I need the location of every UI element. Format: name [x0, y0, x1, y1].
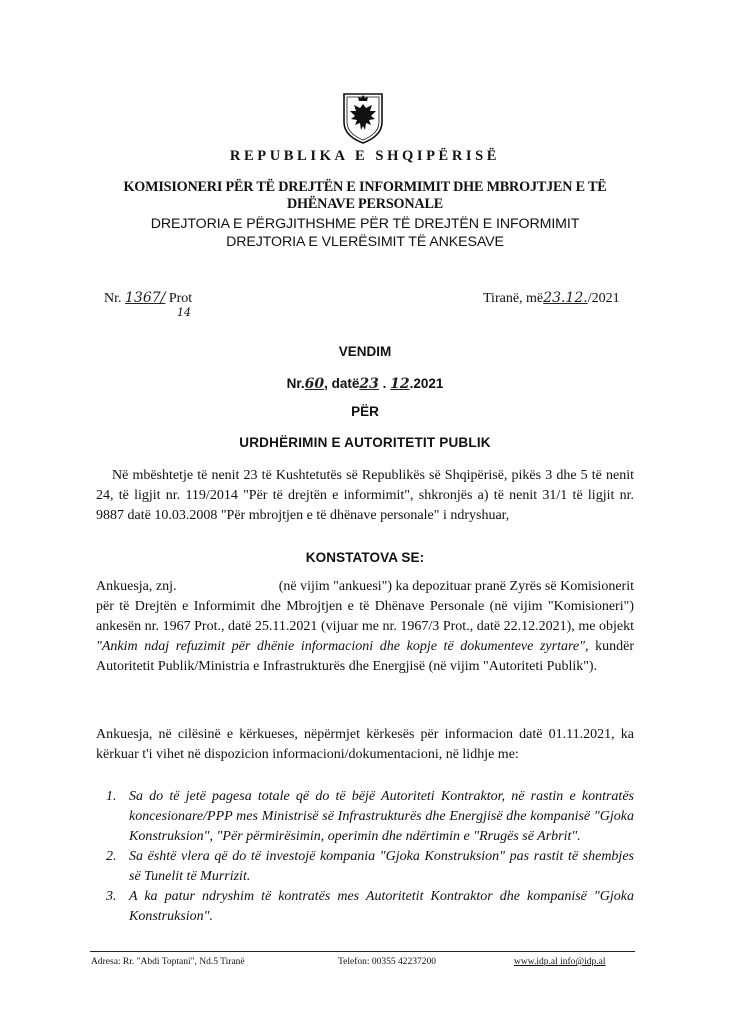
decision-nr-handwritten: 60	[304, 376, 325, 392]
footer-address: Adresa: Rr. "Abdi Toptani", Nd.5 Tiranë	[91, 957, 245, 967]
list-item-number: 2.	[106, 849, 117, 864]
complaint-paragraph	[96, 577, 638, 677]
decision-date-label: , datë	[324, 376, 360, 391]
decision-number	[0, 376, 730, 392]
decision-per: PËR	[351, 404, 379, 419]
footer-phone: Telefon: 00355 42237200	[338, 957, 437, 967]
document-date	[483, 290, 620, 307]
complaint-text-a: Ankuesja, znj. (në vijim "ankuesi") ka depozituar pranë Zyrës së Komisionerit për të Drejtën e Informimit dhe Mbrojtjen e të Dhënave Personale (në vijim "Komisioneri") ankesën nr. 1967 Prot., datë 25.11.2021 (vijuar me nr. 1967/3 Prot., datë 22.12.2021), me objekt	[96, 579, 638, 634]
protocol-number	[104, 290, 192, 307]
list-item-number: 3.	[106, 889, 117, 904]
complaint-text-b: , kundër Autoritetit Publik/Ministria e Infrastrukturës dhe Energjisë (në vijim "Autoriteti Publik").	[96, 639, 634, 674]
date-handwritten: 23.12.	[543, 290, 588, 306]
list-item	[106, 887, 634, 927]
decision-subject: URDHËRIMIN E AUTORITETIT PUBLIK	[239, 435, 491, 450]
nr-handwritten: 1367/	[125, 290, 166, 306]
decision-date-day: 23	[359, 376, 379, 392]
list-item-number: 1.	[106, 789, 117, 804]
footer-web-link[interactable]: www.idp.al info@idp.al	[514, 957, 606, 967]
decision-date-sep: .	[378, 376, 391, 391]
place-label: Tiranë, më	[483, 291, 544, 306]
list-item	[106, 787, 634, 847]
directorate-general: DREJTORIA E PËRGJITHSHME PËR TË DREJTËN E INFORMIMIT	[150, 216, 580, 232]
list-item-text: A ka patur ndryshim të kontratës mes Autoritetit Kontraktor dhe kompanisë "Gjoka Konstruksion".	[129, 889, 634, 924]
legal-basis-paragraph: Në mbështetje të nenit 23 të Kushtetutës së Republikës së Shqipërisë, pikës 3 dhe 5 të nenit 24, të ligjit nr. 119/2014 "Për të drejtën e informimit", shkronjës a) të nenit 31/1 të ligjit nr. 9887 datë 10.03.2008 "Për mbrojtjen e të dhënave personale" i ndryshuar,	[96, 468, 634, 523]
commissioner-title: KOMISIONERI PËR TË DREJTËN E INFORMIMIT DHE MBROJTJEN E TË DHËNAVE PERSONALE	[123, 179, 607, 212]
directorate-title: DREJTORIA E VLERËSIMIT TË ANKESAVE	[226, 234, 504, 250]
request-list	[106, 787, 634, 927]
nr-subnumber: 14	[177, 306, 191, 319]
date-year: /2021	[587, 291, 620, 306]
footer-divider	[90, 951, 635, 952]
decision-nr-label: Nr.	[286, 376, 305, 391]
konstatova-heading: KONSTATOVA SE:	[305, 550, 425, 565]
decision-date-year: .2021	[409, 376, 444, 391]
list-item	[106, 847, 634, 887]
albanian-eagle-emblem-icon	[341, 92, 385, 144]
request-intro-paragraph: Ankuesja, në cilësinë e kërkueses, nëpërmjet kërkesës për informacion datë 01.11.2021, ka kërkuar t'i vihet në dispozicion informacioni/dokumentacioni, në lidhje me:	[96, 727, 634, 762]
decision-date-month: 12	[390, 376, 410, 392]
list-item-text: Sa do të jetë pagesa totale që do të bëjë Autoriteti Kontraktor, në rastin e kontratës koncesionare/PPP mes Ministrisë së Infrastrukturës dhe Energjisë dhe kompanisë "Gjoka Konstruksion", "Për përmirësimin, operimin dhe ndërtimin e "Rrugës së Arbrit".	[129, 789, 634, 844]
nr-label: Nr.	[104, 291, 122, 306]
complaint-object: "Ankim ndaj refuzimit për dhënie informacioni dhe kopje të dokumenteve zyrtare"	[96, 639, 585, 654]
nr-suffix: Prot	[168, 291, 193, 306]
decision-title: VENDIM	[338, 344, 392, 359]
republic-title: REPUBLIKA E SHQIPËRISË	[229, 148, 501, 164]
list-item-text: Sa është vlera që do të investojë kompania "Gjoka Konstruksion" pas rastit të shembjes së Tunelit të Murrizit.	[129, 849, 634, 884]
